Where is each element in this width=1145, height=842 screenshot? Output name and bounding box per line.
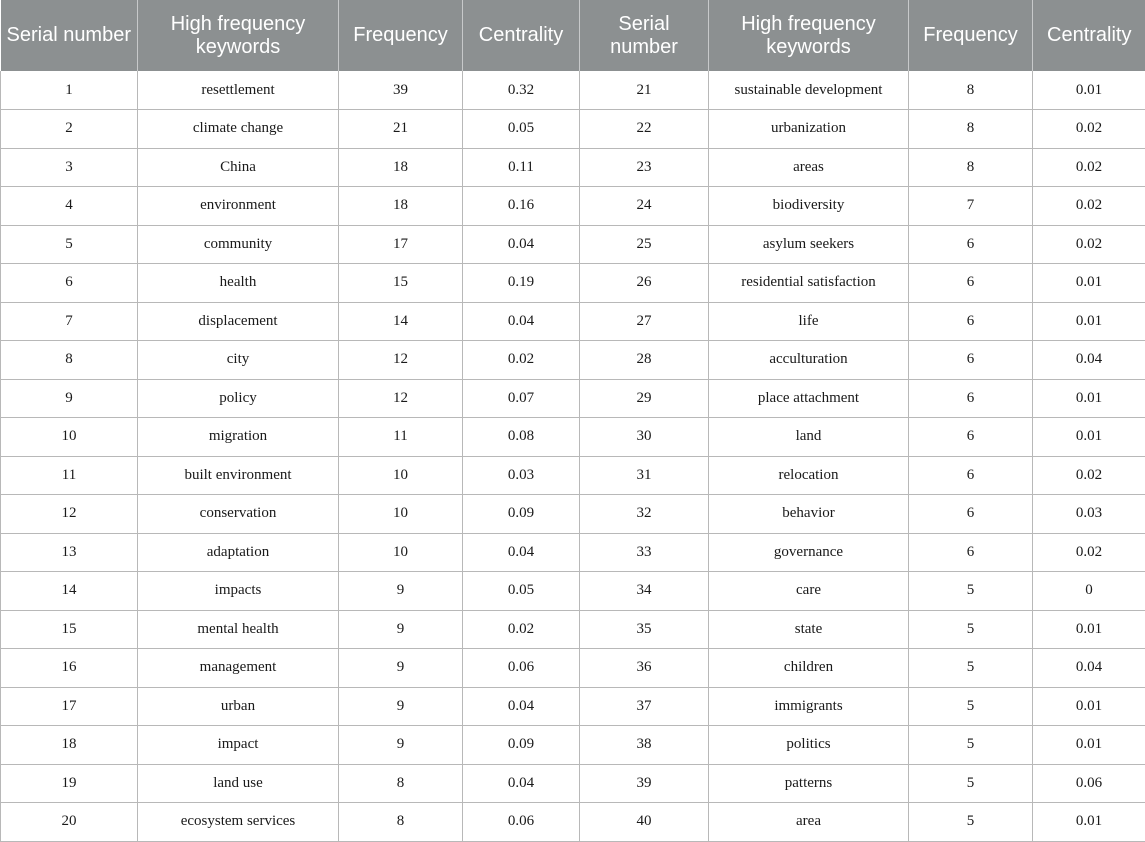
keyword-cell: politics: [709, 726, 909, 765]
keyword-cell: behavior: [709, 495, 909, 534]
table-row: [1, 264, 1145, 303]
frequency-cell: 10: [339, 533, 463, 572]
serial-number-cell: 16: [1, 649, 138, 688]
header-serial-number-2: Serial number: [580, 0, 709, 71]
centrality-cell: 0.01: [1033, 71, 1145, 110]
serial-number-cell: 8: [1, 341, 138, 380]
frequency-cell: 6: [909, 456, 1033, 495]
frequency-cell: 5: [909, 610, 1033, 649]
centrality-cell: 0.04: [1033, 341, 1145, 380]
centrality-cell: 0.04: [463, 764, 580, 803]
frequency-cell: 10: [339, 456, 463, 495]
keyword-cell: governance: [709, 533, 909, 572]
table-row: [1, 687, 1145, 726]
table-row: [1, 379, 1145, 418]
serial-number-cell: 3: [1, 148, 138, 187]
header-serial-number: Serial number: [1, 0, 138, 71]
frequency-cell: 18: [339, 148, 463, 187]
centrality-cell: 0.03: [1033, 495, 1145, 534]
keyword-cell: resettlement: [138, 71, 339, 110]
table-row: [1, 495, 1145, 534]
centrality-cell: 0: [1033, 572, 1145, 611]
serial-number-cell: 40: [580, 803, 709, 842]
frequency-cell: 6: [909, 418, 1033, 457]
frequency-cell: 8: [909, 71, 1033, 110]
centrality-cell: 0.06: [1033, 764, 1145, 803]
table-row: [1, 418, 1145, 457]
frequency-cell: 39: [339, 71, 463, 110]
centrality-cell: 0.09: [463, 495, 580, 534]
keyword-cell: city: [138, 341, 339, 380]
serial-number-cell: 13: [1, 533, 138, 572]
header-centrality-2: Centrality: [1033, 0, 1145, 71]
frequency-cell: 6: [909, 533, 1033, 572]
table-header: [1, 0, 1145, 71]
frequency-cell: 12: [339, 379, 463, 418]
frequency-cell: 9: [339, 572, 463, 611]
keyword-cell: China: [138, 148, 339, 187]
keyword-cell: migration: [138, 418, 339, 457]
serial-number-cell: 25: [580, 225, 709, 264]
centrality-cell: 0.01: [1033, 726, 1145, 765]
centrality-cell: 0.03: [463, 456, 580, 495]
serial-number-cell: 36: [580, 649, 709, 688]
serial-number-cell: 4: [1, 187, 138, 226]
keyword-cell: place attachment: [709, 379, 909, 418]
centrality-cell: 0.05: [463, 572, 580, 611]
frequency-cell: 5: [909, 649, 1033, 688]
serial-number-cell: 33: [580, 533, 709, 572]
serial-number-cell: 24: [580, 187, 709, 226]
table-row: [1, 225, 1145, 264]
serial-number-cell: 7: [1, 302, 138, 341]
keyword-cell: built environment: [138, 456, 339, 495]
frequency-cell: 9: [339, 687, 463, 726]
keyword-cell: life: [709, 302, 909, 341]
keyword-cell: impacts: [138, 572, 339, 611]
table-row: [1, 610, 1145, 649]
keyword-cell: relocation: [709, 456, 909, 495]
table-row: [1, 148, 1145, 187]
serial-number-cell: 20: [1, 803, 138, 842]
keyword-cell: land use: [138, 764, 339, 803]
keyword-cell: state: [709, 610, 909, 649]
keyword-cell: children: [709, 649, 909, 688]
keyword-cell: community: [138, 225, 339, 264]
frequency-cell: 6: [909, 379, 1033, 418]
keyword-cell: policy: [138, 379, 339, 418]
serial-number-cell: 31: [580, 456, 709, 495]
centrality-cell: 0.02: [463, 341, 580, 380]
table-row: [1, 187, 1145, 226]
table-row: [1, 341, 1145, 380]
centrality-cell: 0.01: [1033, 610, 1145, 649]
frequency-cell: 9: [339, 726, 463, 765]
serial-number-cell: 22: [580, 110, 709, 149]
centrality-cell: 0.02: [463, 610, 580, 649]
table-row: [1, 302, 1145, 341]
centrality-cell: 0.01: [1033, 379, 1145, 418]
centrality-cell: 0.07: [463, 379, 580, 418]
centrality-cell: 0.06: [463, 803, 580, 842]
serial-number-cell: 1: [1, 71, 138, 110]
keyword-cell: impact: [138, 726, 339, 765]
serial-number-cell: 21: [580, 71, 709, 110]
keyword-cell: management: [138, 649, 339, 688]
frequency-cell: 6: [909, 264, 1033, 303]
table-row: [1, 726, 1145, 765]
keyword-cell: sustainable development: [709, 71, 909, 110]
centrality-cell: 0.16: [463, 187, 580, 226]
centrality-cell: 0.04: [463, 533, 580, 572]
frequency-cell: 9: [339, 610, 463, 649]
frequency-cell: 8: [339, 764, 463, 803]
frequency-cell: 6: [909, 225, 1033, 264]
centrality-cell: 0.04: [463, 302, 580, 341]
frequency-cell: 9: [339, 649, 463, 688]
centrality-cell: 0.02: [1033, 456, 1145, 495]
serial-number-cell: 34: [580, 572, 709, 611]
serial-number-cell: 19: [1, 764, 138, 803]
table-row: [1, 649, 1145, 688]
frequency-cell: 21: [339, 110, 463, 149]
frequency-cell: 8: [909, 110, 1033, 149]
serial-number-cell: 26: [580, 264, 709, 303]
centrality-cell: 0.04: [463, 225, 580, 264]
serial-number-cell: 18: [1, 726, 138, 765]
frequency-cell: 8: [339, 803, 463, 842]
serial-number-cell: 39: [580, 764, 709, 803]
table-row: [1, 533, 1145, 572]
keyword-cell: acculturation: [709, 341, 909, 380]
serial-number-cell: 37: [580, 687, 709, 726]
centrality-cell: 0.05: [463, 110, 580, 149]
serial-number-cell: 15: [1, 610, 138, 649]
keyword-cell: urbanization: [709, 110, 909, 149]
table-row: [1, 764, 1145, 803]
serial-number-cell: 17: [1, 687, 138, 726]
keyword-cell: ecosystem services: [138, 803, 339, 842]
centrality-cell: 0.11: [463, 148, 580, 187]
frequency-cell: 6: [909, 341, 1033, 380]
centrality-cell: 0.04: [463, 687, 580, 726]
frequency-cell: 14: [339, 302, 463, 341]
serial-number-cell: 23: [580, 148, 709, 187]
centrality-cell: 0.01: [1033, 418, 1145, 457]
header-keywords-2: High frequency keywords: [709, 0, 909, 71]
centrality-cell: 0.01: [1033, 302, 1145, 341]
centrality-cell: 0.06: [463, 649, 580, 688]
frequency-cell: 17: [339, 225, 463, 264]
frequency-cell: 18: [339, 187, 463, 226]
frequency-cell: 15: [339, 264, 463, 303]
keyword-cell: adaptation: [138, 533, 339, 572]
centrality-cell: 0.02: [1033, 533, 1145, 572]
centrality-cell: 0.02: [1033, 187, 1145, 226]
serial-number-cell: 10: [1, 418, 138, 457]
frequency-cell: 8: [909, 148, 1033, 187]
keyword-cell: area: [709, 803, 909, 842]
frequency-cell: 7: [909, 187, 1033, 226]
frequency-cell: 6: [909, 495, 1033, 534]
frequency-cell: 5: [909, 572, 1033, 611]
centrality-cell: 0.09: [463, 726, 580, 765]
keyword-cell: areas: [709, 148, 909, 187]
serial-number-cell: 38: [580, 726, 709, 765]
serial-number-cell: 9: [1, 379, 138, 418]
serial-number-cell: 11: [1, 456, 138, 495]
serial-number-cell: 28: [580, 341, 709, 380]
centrality-cell: 0.08: [463, 418, 580, 457]
table-body: [1, 71, 1145, 841]
centrality-cell: 0.01: [1033, 264, 1145, 303]
keyword-cell: conservation: [138, 495, 339, 534]
centrality-cell: 0.32: [463, 71, 580, 110]
serial-number-cell: 27: [580, 302, 709, 341]
keyword-cell: health: [138, 264, 339, 303]
keyword-cell: asylum seekers: [709, 225, 909, 264]
centrality-cell: 0.02: [1033, 110, 1145, 149]
table-row: [1, 572, 1145, 611]
frequency-cell: 5: [909, 726, 1033, 765]
serial-number-cell: 12: [1, 495, 138, 534]
keyword-cell: displacement: [138, 302, 339, 341]
centrality-cell: 0.01: [1033, 803, 1145, 842]
serial-number-cell: 32: [580, 495, 709, 534]
header-frequency-2: Frequency: [909, 0, 1033, 71]
frequency-cell: 10: [339, 495, 463, 534]
table-row: [1, 803, 1145, 842]
keyword-cell: care: [709, 572, 909, 611]
serial-number-cell: 5: [1, 225, 138, 264]
keyword-cell: biodiversity: [709, 187, 909, 226]
centrality-cell: 0.01: [1033, 687, 1145, 726]
serial-number-cell: 35: [580, 610, 709, 649]
header-frequency: Frequency: [339, 0, 463, 71]
centrality-cell: 0.19: [463, 264, 580, 303]
keyword-cell: immigrants: [709, 687, 909, 726]
header-keywords: High frequency keywords: [138, 0, 339, 71]
frequency-cell: 6: [909, 302, 1033, 341]
frequency-cell: 5: [909, 687, 1033, 726]
serial-number-cell: 29: [580, 379, 709, 418]
frequency-cell: 5: [909, 803, 1033, 842]
serial-number-cell: 30: [580, 418, 709, 457]
table-row: [1, 456, 1145, 495]
centrality-cell: 0.02: [1033, 225, 1145, 264]
centrality-cell: 0.04: [1033, 649, 1145, 688]
serial-number-cell: 6: [1, 264, 138, 303]
frequency-cell: 12: [339, 341, 463, 380]
header-row: [1, 0, 1145, 71]
frequency-cell: 11: [339, 418, 463, 457]
table-row: [1, 110, 1145, 149]
centrality-cell: 0.02: [1033, 148, 1145, 187]
keyword-cell: land: [709, 418, 909, 457]
header-centrality: Centrality: [463, 0, 580, 71]
keyword-cell: urban: [138, 687, 339, 726]
keyword-cell: mental health: [138, 610, 339, 649]
keyword-cell: climate change: [138, 110, 339, 149]
frequency-cell: 5: [909, 764, 1033, 803]
keyword-cell: environment: [138, 187, 339, 226]
serial-number-cell: 14: [1, 572, 138, 611]
keyword-cell: patterns: [709, 764, 909, 803]
serial-number-cell: 2: [1, 110, 138, 149]
table-row: [1, 71, 1145, 110]
keyword-cell: residential satisfaction: [709, 264, 909, 303]
